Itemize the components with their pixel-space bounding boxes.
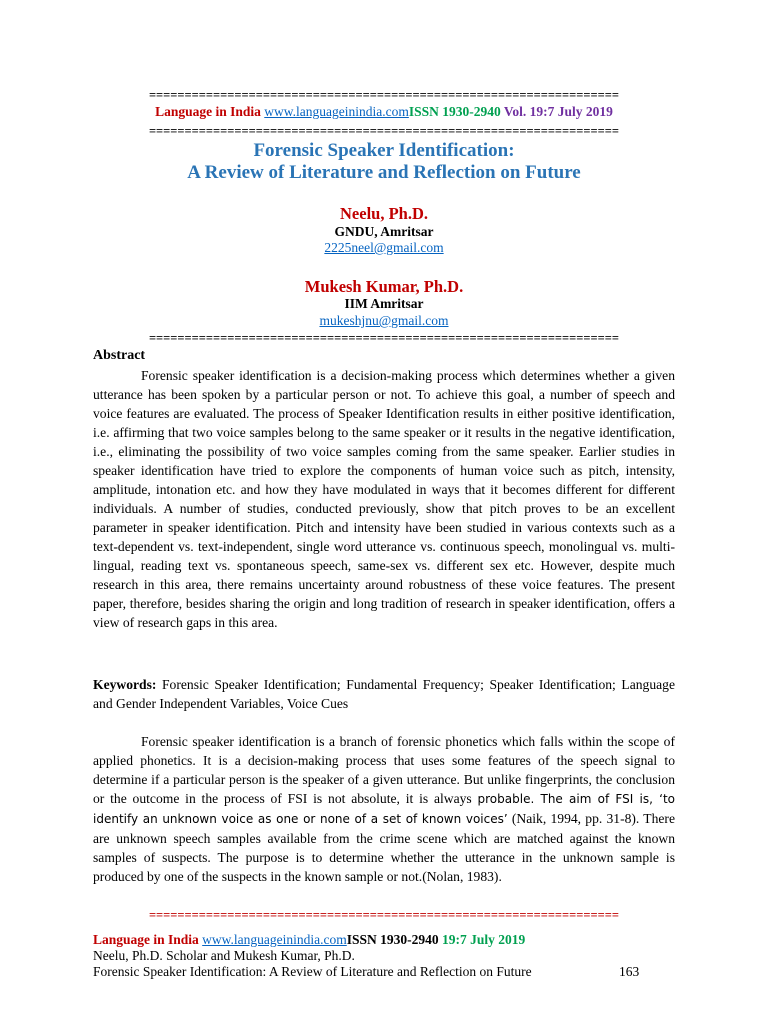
body-text-part-2: (Naik, 1994, pp. 31-8). There are unknown speech samples available from the crime scene which are matched against the known samples of suspects. The purpose is to determine whether the utterance in the unknown sample is produced by one of the suspects in the known sample or not.(Nolan, 1983).: [93, 811, 675, 884]
keywords-label: Keywords:: [93, 677, 157, 692]
journal-url[interactable]: www.languageinindia.com: [264, 104, 409, 119]
body-text-part-1: Forensic speaker identification is a branch of forensic phonetics which falls within the scope of applied phonetics. It is a decision-making process that uses some features of the speech signal to determine if a particular person is the speaker of a given utterance. But unlike fingerprints, the conclusion or the outcome in the process of FSI is not absolute, it is always: [93, 734, 675, 806]
journal-name: Language in India: [155, 104, 261, 119]
journal-issn: ISSN 1930-2940: [408, 104, 501, 119]
author-1-affiliation: GNDU, Amritsar: [334, 224, 434, 239]
journal-volume: Vol. 19:7 July 2019: [503, 104, 613, 119]
footer-issn: ISSN 1930-2940: [346, 932, 439, 947]
body-paragraph: [93, 732, 675, 886]
footer-volume: 19:7 July 2019: [442, 932, 526, 947]
keywords: [93, 675, 675, 713]
body-quote: probable. The aim of FSI is, ‘to identify an unknown voice as one or none of a set of known voices’: [93, 792, 675, 826]
keywords-text: Forensic Speaker Identification; Fundamental Frequency; Speaker Identification; Language and Gender Independent Variables, Voice Cues: [93, 677, 675, 711]
author-1-name: Neelu, Ph.D.: [340, 204, 428, 223]
authors-separator: ==================================================================: [148, 331, 620, 345]
footer-journal: [93, 932, 525, 948]
top-separator: ==================================================================: [148, 88, 620, 102]
footer-url[interactable]: www.languageinindia.com: [202, 932, 347, 947]
abstract-text: Forensic speaker identification is a decision-making process which determines whether a given utterance has been spoken by a particular person or not. To achieve this goal, a number of speech and voice features are evaluated. The process of Speaker Identification results in either positive identification, i.e. affirming that two voice samples belong to the same speaker or it results in the negative identification, i.e., eliminating the possibility of two voice samples coming from the same speaker. Earlier studies in speaker identification have tried to explore the components of human voice such as pitch, intensity, amplitude, intonation etc. and how they have modulated in ways that it becomes different for different individuals. A number of studies, conducted previously, show that pitch proves to be an excellent parameter in speaker identification. Pitch and intensity have been studied in various contexts such as a text-dependent vs. text-independent, single word utterance vs. continuous speech, monolingual vs. multi-lingual, reading text vs. spontaneous speech, same-sex vs. different sex etc. However, despite much research in this area, there remains uncertainty around robustness of these voice features. The present paper, therefore, besides sharing the origin and long tradition of research in speaker identification, offers a view of research gaps in this area.: [93, 368, 675, 630]
journal-header: [0, 104, 768, 120]
footer-journal-name: Language in India: [93, 932, 199, 947]
footer-authors: Neelu, Ph.D. Scholar and Mukesh Kumar, Ph.D.: [93, 948, 355, 963]
footer-separator: ==================================================================: [148, 908, 620, 922]
author-2-affiliation: IIM Amritsar: [344, 296, 424, 311]
abstract-heading: Abstract: [93, 348, 146, 363]
header-separator: ==================================================================: [148, 124, 620, 138]
paper-title-line-2: A Review of Literature and Reflection on Future: [187, 162, 581, 183]
paper-title-line-1: Forensic Speaker Identification:: [253, 140, 515, 161]
author-1-email[interactable]: 2225neel@gmail.com: [324, 240, 444, 255]
footer-title: Forensic Speaker Identification: A Review of Literature and Reflection on Future: [93, 964, 532, 979]
author-2-name: Mukesh Kumar, Ph.D.: [304, 277, 464, 296]
author-2-email[interactable]: mukeshjnu@gmail.com: [319, 313, 449, 328]
page-number: 163: [619, 964, 640, 979]
